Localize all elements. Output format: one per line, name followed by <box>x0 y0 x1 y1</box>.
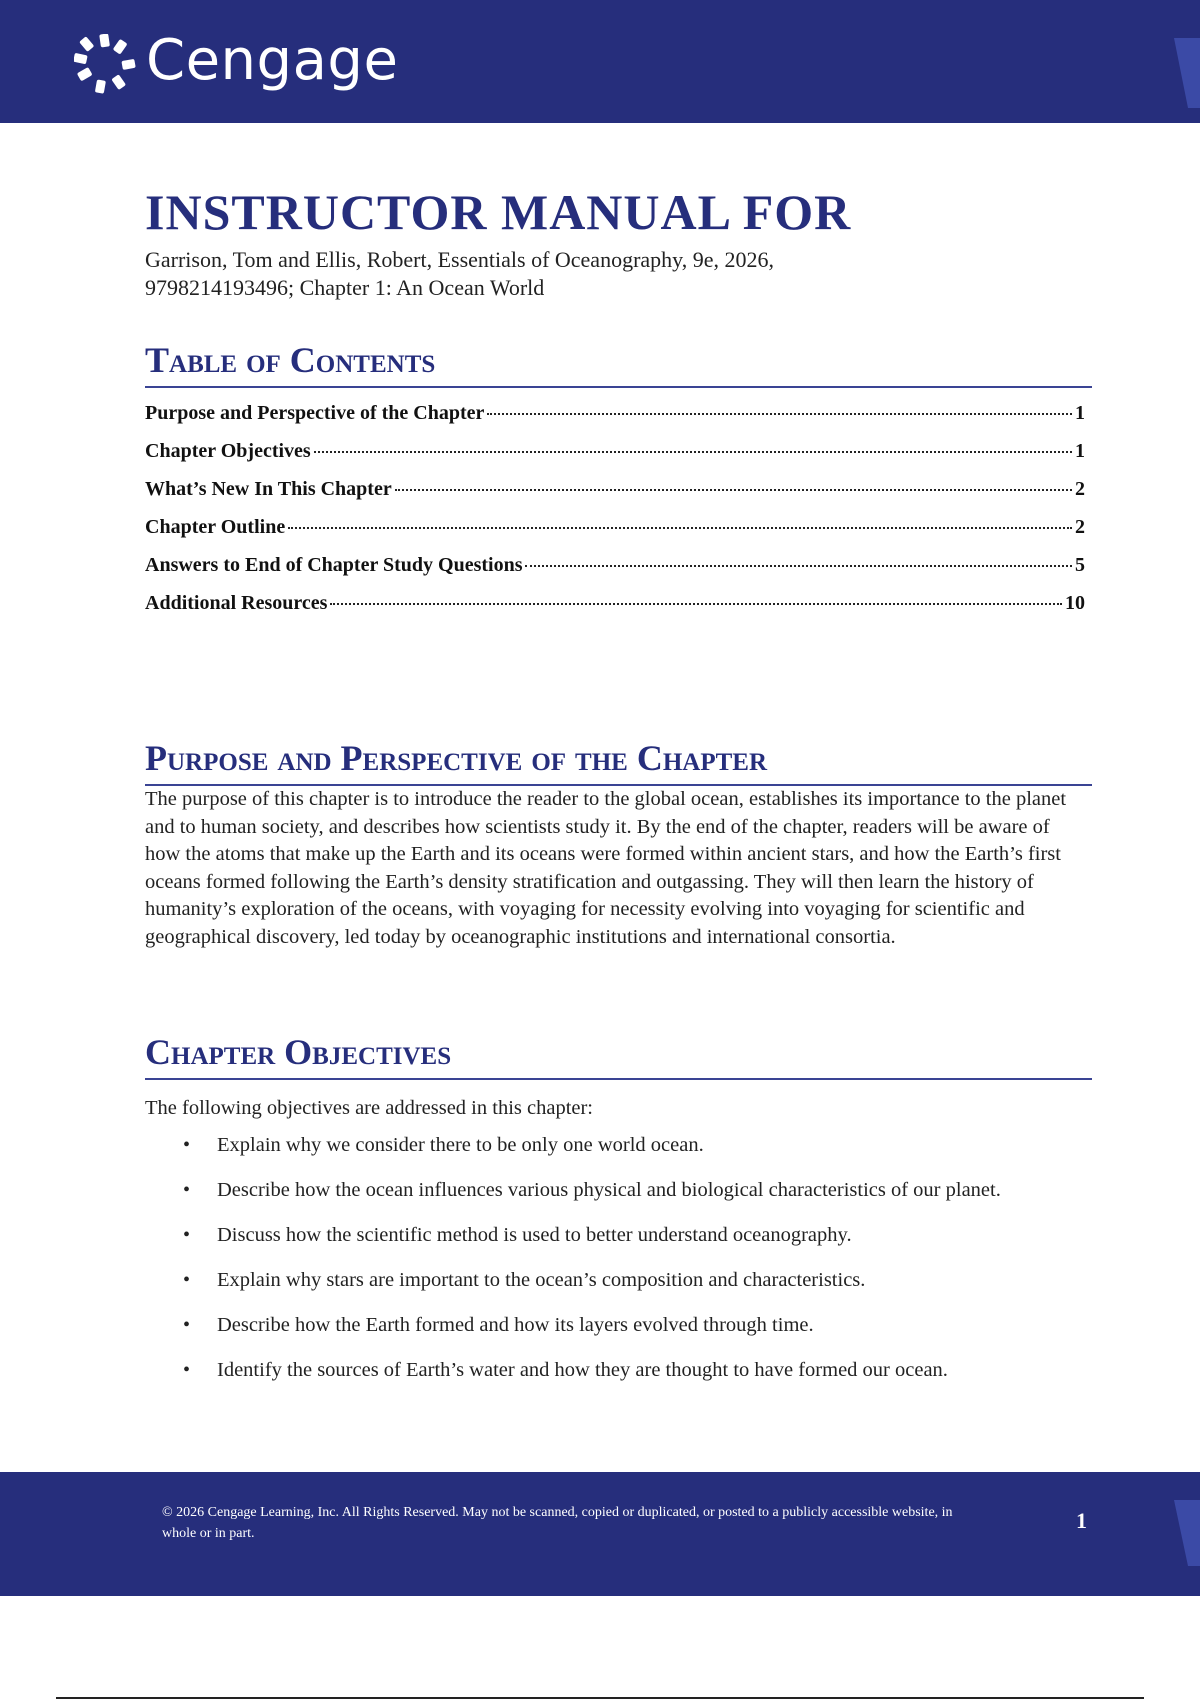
bullet-icon: • <box>183 1179 191 1201</box>
toc-entry-label: Purpose and Perspective of the Chapter <box>145 402 485 424</box>
toc-entry-label: Additional Resources <box>145 592 328 614</box>
bullet-icon: • <box>183 1269 191 1291</box>
toc-entry-label: Answers to End of Chapter Study Questions <box>145 554 523 576</box>
list-item <box>145 1310 1090 1355</box>
list-item <box>145 1355 1090 1400</box>
toc-entry-page: 2 <box>1075 516 1085 538</box>
toc-entry[interactable] <box>145 402 1085 440</box>
list-item <box>145 1265 1090 1310</box>
toc-entry-page: 10 <box>1065 592 1085 614</box>
book-citation: Garrison, Tom and Ellis, Robert, Essentials of Oceanography, 9e, 2026, 9798214193496; Chapter 1: An Ocean World <box>145 247 774 300</box>
purpose-heading: Purpose and Perspective of the Chapter <box>145 736 1092 786</box>
toc-entry-page: 1 <box>1075 440 1085 462</box>
toc-leader-dots <box>395 489 1072 491</box>
footer-band <box>0 1472 1200 1596</box>
bullet-icon: • <box>183 1359 191 1381</box>
toc-entry-label: Chapter Objectives <box>145 440 311 462</box>
objectives-list <box>145 1130 1090 1400</box>
bullet-icon: • <box>183 1134 191 1156</box>
toc-leader-dots <box>487 413 1072 415</box>
toc-heading: Table of Contents <box>145 338 1092 388</box>
decorative-corner-shape <box>1166 38 1200 108</box>
toc-entry[interactable] <box>145 592 1085 630</box>
bottom-divider <box>56 1697 1144 1699</box>
objective-text: Describe how the ocean influences various physical and biological characteristics of our planet. <box>217 1179 1001 1201</box>
document-title: INSTRUCTOR MANUAL FOR <box>145 184 852 240</box>
objective-text: Explain why stars are important to the ocean’s composition and characteristics. <box>217 1269 866 1291</box>
list-item <box>145 1130 1090 1175</box>
header-band <box>0 0 1200 123</box>
toc-entry-page: 1 <box>1075 402 1085 424</box>
bullet-icon: • <box>183 1224 191 1246</box>
toc-entry-page: 5 <box>1075 554 1085 576</box>
toc-leader-dots <box>525 565 1072 567</box>
cengage-starburst-icon <box>74 34 138 94</box>
toc-entry[interactable] <box>145 516 1085 554</box>
purpose-paragraph: The purpose of this chapter is to introduce the reader to the global ocean, establishes its importance to the planet and to human society, and describes how scientists study it. By the end of the chapter, readers will be aware of how the atoms that make up the Earth and its oceans were formed within ancient stars, and how the Earth’s first oceans formed following the Earth’s density stratification and outgassing. They will then learn the history of humanity’s exploration of the oceans, with voyaging for necessity evolving into voyaging for scientific and geographical discovery, led today by oceanographic institutions and international consortia. <box>145 788 1067 948</box>
objectives-heading: Chapter Objectives <box>145 1030 1092 1080</box>
toc-entry[interactable] <box>145 554 1085 592</box>
brand-name: Cengage <box>146 28 399 93</box>
list-item <box>145 1220 1090 1265</box>
bullet-icon: • <box>183 1314 191 1336</box>
objectives-intro: The following objectives are addressed in this chapter: <box>145 1097 594 1119</box>
toc-entry-label: Chapter Outline <box>145 516 286 538</box>
page-number: 1 <box>1076 1508 1087 1533</box>
toc-entry[interactable] <box>145 440 1085 478</box>
toc-entry[interactable] <box>145 478 1085 516</box>
list-item <box>145 1175 1090 1220</box>
table-of-contents <box>145 402 1085 630</box>
toc-leader-dots <box>288 527 1072 529</box>
objective-text: Explain why we consider there to be only one world ocean. <box>217 1134 704 1156</box>
toc-entry-label: What’s New In This Chapter <box>145 478 392 500</box>
toc-leader-dots <box>314 451 1072 453</box>
objective-text: Identify the sources of Earth’s water and how they are thought to have formed our ocean. <box>217 1359 948 1381</box>
toc-leader-dots <box>330 603 1062 605</box>
decorative-corner-shape <box>1166 1500 1200 1566</box>
objective-text: Discuss how the scientific method is used to better understand oceanography. <box>217 1224 852 1246</box>
objective-text: Describe how the Earth formed and how its layers evolved through time. <box>217 1314 814 1336</box>
copyright-notice: © 2026 Cengage Learning, Inc. All Rights Reserved. May not be scanned, copied or duplicated, or posted to a publicly accessible website, in whole or in part. <box>162 1505 953 1541</box>
toc-entry-page: 2 <box>1075 478 1085 500</box>
